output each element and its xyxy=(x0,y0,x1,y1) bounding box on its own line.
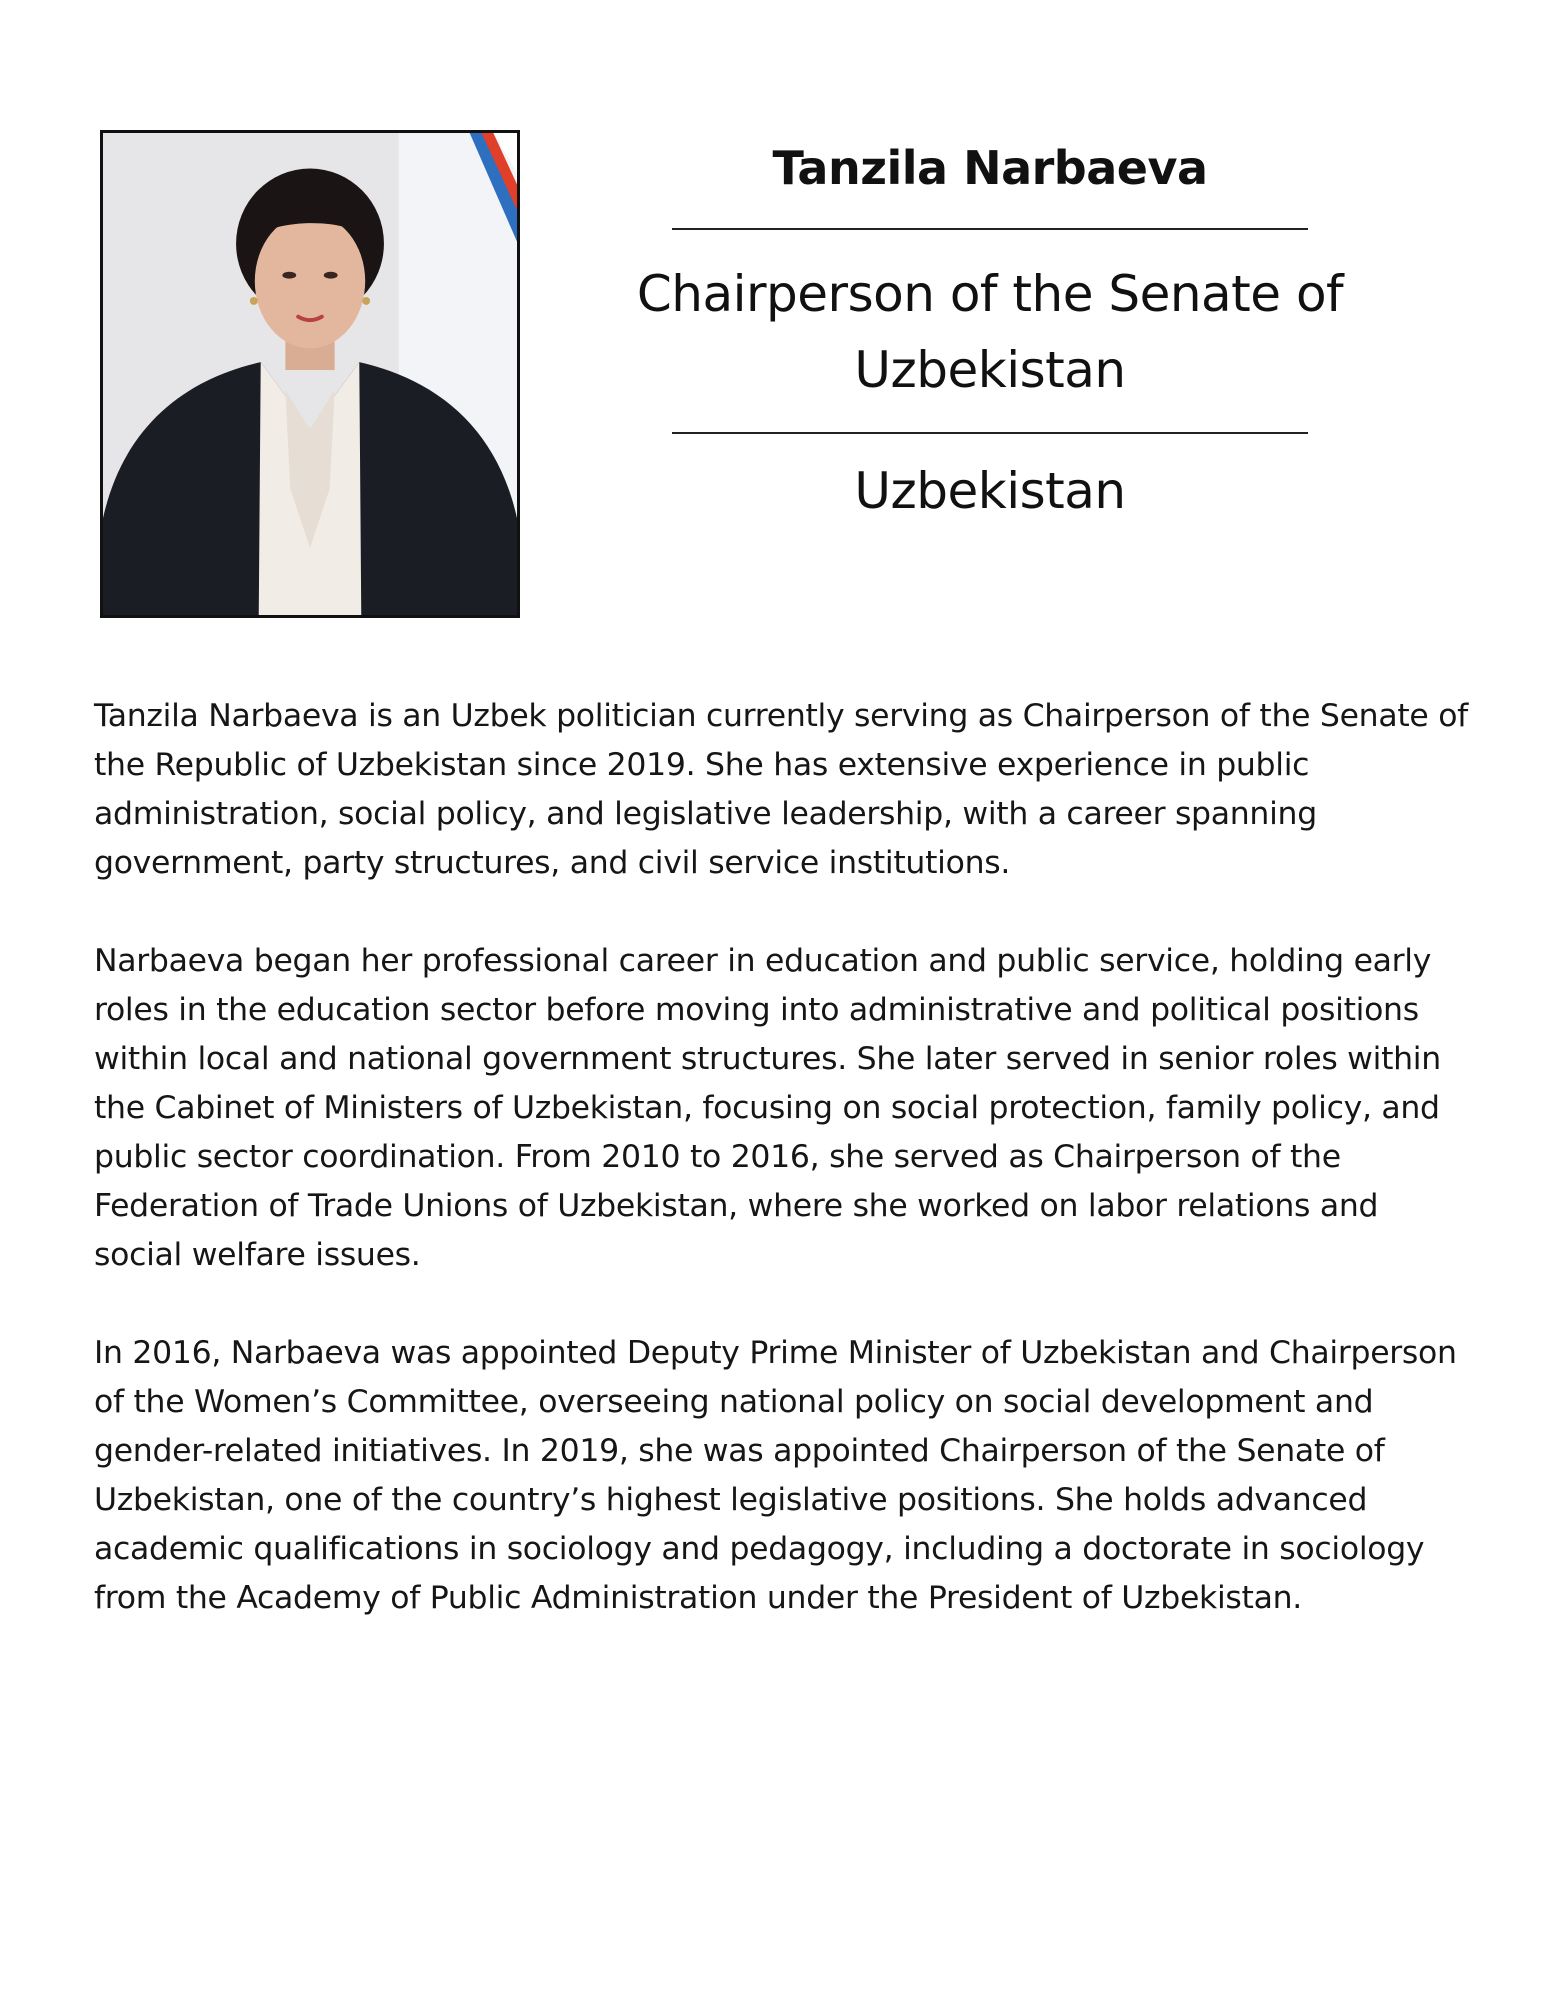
portrait-illustration xyxy=(103,133,517,615)
bio-paragraph-3: In 2016, Narbaeva was appointed Deputy Prime Minister of Uzbekistan and Chairperson of the Women’s Committee, overseeing national policy on social development and gender-related initiatives. In 2019, she was appointed Chairperson of the Senate of Uzbekistan, one of the country’s highest legislative positions. She holds advanced academic qualifications in sociology and pedagogy, including a doctorate in sociology from the Academy of Public Administration under the President of Uzbekistan. xyxy=(94,1335,1457,1616)
person-name: Tanzila Narbaeva xyxy=(772,141,1208,195)
profile-header xyxy=(600,130,1380,526)
divider-bottom xyxy=(672,432,1308,434)
biography xyxy=(94,692,1474,1672)
bio-paragraph-1: Tanzila Narbaeva is an Uzbek politician currently serving as Chairperson of the Senate of the Republic of Uzbekistan since 2019. She has extensive experience in public administration, social policy, and legislative leadership, with a career spanning government, party structures, and civil service institutions. xyxy=(94,698,1468,881)
country-name: Uzbekistan xyxy=(854,462,1126,520)
bio-paragraph-2: Narbaeva began her professional career in education and public service, holding early roles in the education sector before moving into administrative and political positions within local and national government structures. She later served in senior roles within the Cabinet of Ministers of Uzbekistan, focusing on social protection, family policy, and public sector coordination. From 2010 to 2016, she served as Chairperson of the Federation of Trade Unions of Uzbekistan, where she worked on labor relations and social welfare issues. xyxy=(94,943,1441,1273)
position-title: Chairperson of the Senate of Uzbekistan xyxy=(636,265,1344,399)
portrait-photo xyxy=(100,130,520,618)
divider-top xyxy=(672,228,1308,230)
